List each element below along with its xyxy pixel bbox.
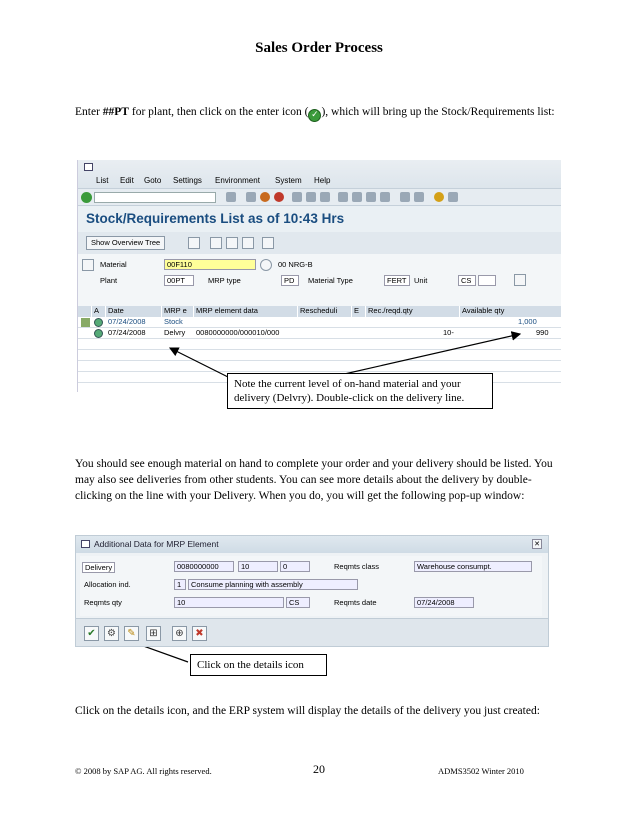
intro-text-2: for plant, then click on the enter icon ( — [128, 106, 309, 118]
cancel-icon[interactable]: ✖ — [192, 626, 207, 641]
menu-settings[interactable]: Settings — [173, 176, 202, 185]
row-date: 07/24/2008 — [108, 317, 146, 326]
col-header-e: E — [352, 306, 366, 317]
row-mrp-element: Stock — [164, 317, 183, 326]
material-input[interactable]: 00F110 — [164, 259, 256, 270]
continue-icon[interactable]: ✔ — [84, 626, 99, 641]
row-date: 07/24/2008 — [108, 328, 146, 337]
allocation-code: 1 — [174, 579, 186, 590]
unit-label: Unit — [414, 276, 428, 285]
delivery-label[interactable]: Delivery — [82, 562, 115, 573]
material-type-input[interactable]: FERT — [384, 275, 410, 286]
row-rec-reqd-qty: 10- — [443, 328, 454, 337]
delivery-number: 0080000000 — [174, 561, 234, 572]
col-header-available-qty: Available qty — [460, 306, 561, 317]
footer-page-number: 20 — [313, 762, 325, 776]
col-header-rec-reqd-qty: Rec./reqd.qty — [366, 306, 460, 317]
plant-input[interactable]: 00PT — [164, 275, 194, 286]
callout-details-icon: Click on the details icon — [190, 654, 327, 676]
intro-bold: ##PT — [102, 106, 129, 118]
material-label: Material — [100, 260, 127, 269]
delivery-item: 10 — [238, 561, 278, 572]
footer-course: ADMS3502 Winter 2010 — [438, 766, 524, 776]
reqmts-date-value: 07/24/2008 — [414, 597, 474, 608]
popup-title: Additional Data for MRP Element — [94, 539, 219, 549]
edit-pencil-icon[interactable]: ✎ — [124, 626, 139, 641]
callout-note-stock: Note the current level of on-hand material and your delivery (Delvry). Double-click on the delivery line. — [227, 373, 493, 409]
window-icon — [81, 540, 90, 548]
additional-data-popup-screenshot — [75, 535, 549, 647]
row-available-qty: 1,000 — [518, 317, 537, 326]
popup-body — [80, 556, 542, 616]
col-header-a: A — [92, 306, 106, 317]
row-mrp-element: Delvry — [164, 328, 186, 337]
col-header-date: Date — [106, 306, 162, 317]
arrow-to-available-qty — [340, 334, 520, 375]
arrow-to-delivery-line — [170, 348, 230, 378]
row-mrp-element-data: 0080000000/000010/000 — [196, 328, 280, 337]
show-overview-tree-button[interactable]: Show Overview Tree — [86, 236, 165, 250]
mrp-type-label: MRP type — [208, 276, 241, 285]
page-title: Sales Order Process — [255, 40, 383, 56]
reqmts-class-value: Warehouse consumpt. — [414, 561, 532, 572]
screen-title: Stock/Requirements List as of 10:43 Hrs — [86, 211, 345, 226]
intro-text-3: ), which will bring up the Stock/Requirements list: — [321, 106, 555, 118]
menu-goto[interactable]: Goto — [144, 176, 162, 185]
menu-list[interactable]: List — [96, 176, 109, 185]
reqmts-class-label: Reqmts class — [334, 562, 380, 571]
reqmts-qty-label: Reqmts qty — [84, 598, 122, 607]
menu-help[interactable]: Help — [314, 176, 331, 185]
menu-edit[interactable]: Edit — [120, 176, 134, 185]
close-icon[interactable]: ✕ — [532, 539, 542, 549]
footer-copyright: © 2008 by SAP AG. All rights reserved. — [75, 766, 212, 776]
popup-title-bar — [76, 536, 549, 553]
paragraph-2: You should see enough material on hand to complete your order and your delivery should be listed. You may also see deliveries from other students. You can see more details about the delivery by double-clicking on the line with your Delivery. When you do, you will get the following pop-up window: — [75, 458, 553, 502]
enter-icon: ✓ — [308, 109, 321, 122]
material-type-label: Material Type — [308, 276, 353, 285]
delivery-extra: 0 — [280, 561, 310, 572]
reqmts-date-label: Reqmts date — [334, 598, 377, 607]
popup-toolbar — [76, 618, 549, 647]
unit-input[interactable]: CS — [458, 275, 476, 286]
col-header-rescheduling: Rescheduli — [298, 306, 352, 317]
details-icon[interactable]: ⚙ — [104, 626, 119, 641]
col-header-mrp-element-data: MRP element data — [194, 306, 298, 317]
paragraph-3: Click on the details icon, and the ERP system will display the details of the delivery you just created: — [75, 705, 540, 717]
plant-label: Plant — [100, 276, 118, 285]
allocation-value: Consume planning with assembly — [188, 579, 358, 590]
row-available-qty: 990 — [536, 328, 549, 337]
expand-icon[interactable]: ⊕ — [172, 626, 187, 641]
reqmts-qty-unit: CS — [286, 597, 310, 608]
allocation-label: Allocation ind. — [84, 580, 131, 589]
mrp-type-input[interactable]: PD — [281, 275, 299, 286]
material-description: 00 NRG-B — [278, 260, 313, 269]
tree-icon[interactable]: ⊞ — [146, 626, 161, 641]
col-header-mrp-element: MRP e — [162, 306, 194, 317]
menu-environment[interactable]: Environment — [215, 176, 260, 185]
menu-system[interactable]: System — [275, 176, 302, 185]
reqmts-qty-value: 10 — [174, 597, 284, 608]
intro-text-1: Enter — [75, 106, 103, 118]
